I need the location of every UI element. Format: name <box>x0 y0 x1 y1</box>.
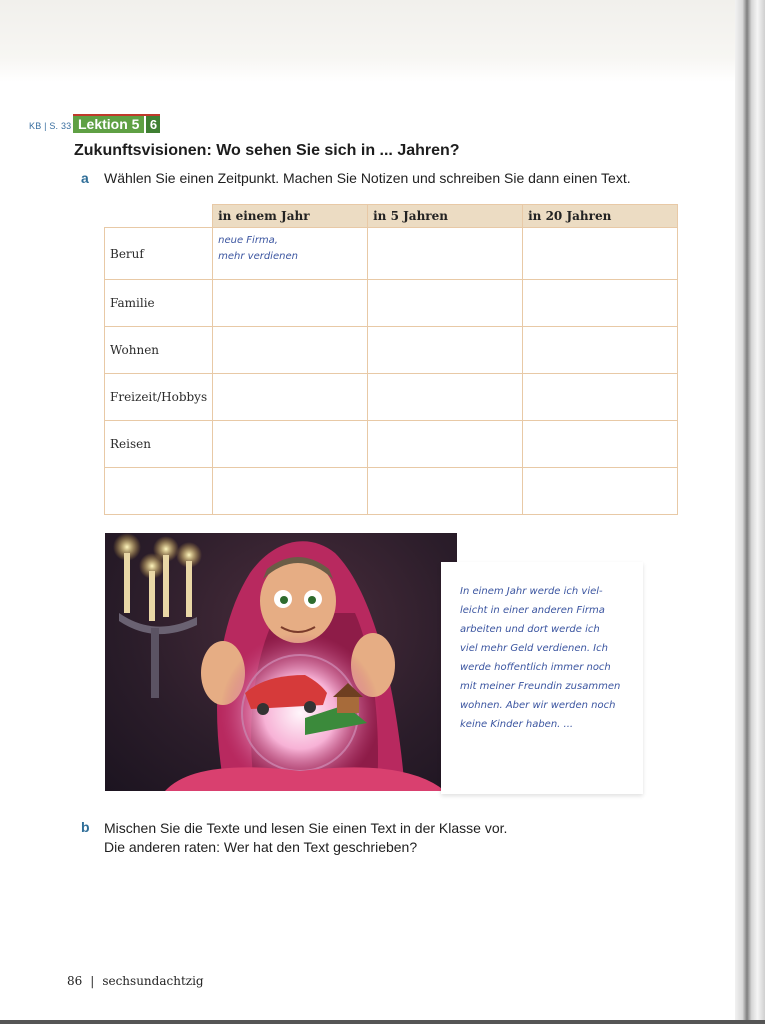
table-row <box>105 280 678 327</box>
table-row <box>105 468 678 515</box>
handwritten-note: In einem Jahr werde ich viel- leicht in einer anderen Firma arbeiten und dort werde ich viel mehr Geld verdienen. Ich werde hoffentlich immer noch mit meiner Freundin zusammen wohnen. Aber wir werden noch keine Kinder haben. ... <box>460 586 621 730</box>
planning-table <box>104 204 678 515</box>
house <box>337 695 359 713</box>
table-cell[interactable] <box>368 468 523 515</box>
table-cell[interactable] <box>523 421 678 468</box>
column-header: in 5 Jahren <box>368 205 523 228</box>
table-cell[interactable] <box>213 327 368 374</box>
fortune-teller-illustration <box>105 533 457 791</box>
task-b-instruction <box>104 819 507 857</box>
table-cell[interactable] <box>523 327 678 374</box>
row-label: Freizeit/Hobbys <box>105 374 213 421</box>
row-label <box>105 468 213 515</box>
table-cell[interactable] <box>523 280 678 327</box>
kb-reference: KB | S. 33 <box>29 121 72 131</box>
table-row <box>105 421 678 468</box>
table-row <box>105 228 678 280</box>
page-top-shadow <box>0 0 735 82</box>
table-cell[interactable] <box>368 327 523 374</box>
task-a-instruction: Wählen Sie einen Zeitpunkt. Machen Sie Notizen und schreiben Sie dann einen Text. <box>104 170 631 186</box>
footer-separator: | <box>90 974 95 988</box>
table-cell[interactable] <box>368 228 523 280</box>
page-bottom-edge <box>0 1020 765 1024</box>
table-cell[interactable] <box>523 468 678 515</box>
fortune-teller-svg <box>105 533 457 791</box>
table-cell[interactable] <box>213 421 368 468</box>
table-cell[interactable] <box>368 374 523 421</box>
task-b-line-1: Mischen Sie die Texte und lesen Sie einen Text in der Klasse vor. <box>104 820 508 836</box>
table-header-row <box>105 205 678 228</box>
task-b-letter: b <box>81 819 90 835</box>
lektion-badge <box>73 114 160 133</box>
table-cell[interactable] <box>213 468 368 515</box>
page-footer <box>67 974 204 988</box>
table-cell[interactable] <box>213 374 368 421</box>
row-label: Beruf <box>105 228 213 280</box>
lektion-label: Lektion 5 <box>73 116 144 133</box>
column-header: in 20 Jahren <box>523 205 678 228</box>
table-cell[interactable] <box>368 421 523 468</box>
column-header: in einem Jahr <box>213 205 368 228</box>
table-row <box>105 374 678 421</box>
table-cell[interactable] <box>523 374 678 421</box>
task-b-line-2: Die anderen raten: Wer hat den Text geschrieben? <box>104 839 418 855</box>
book-spine-edge <box>735 0 765 1024</box>
table-cell[interactable] <box>523 228 678 280</box>
task-a-letter: a <box>81 170 89 186</box>
handwritten-note-card <box>441 562 643 794</box>
page-number: 86 <box>67 974 83 988</box>
row-label: Wohnen <box>105 327 213 374</box>
table-cell[interactable] <box>213 280 368 327</box>
table-corner <box>105 205 213 228</box>
page-title: Zukunftsvisionen: Wo sehen Sie sich in ... Jahren? <box>74 142 460 159</box>
lektion-number: 6 <box>146 116 160 133</box>
handwritten-cell[interactable]: neue Firma, mehr verdienen <box>213 228 368 280</box>
row-label: Reisen <box>105 421 213 468</box>
candelabra <box>113 533 202 698</box>
table-cell[interactable] <box>368 280 523 327</box>
table-row <box>105 327 678 374</box>
row-label: Familie <box>105 280 213 327</box>
page-number-word: sechsundachtzig <box>102 974 204 988</box>
